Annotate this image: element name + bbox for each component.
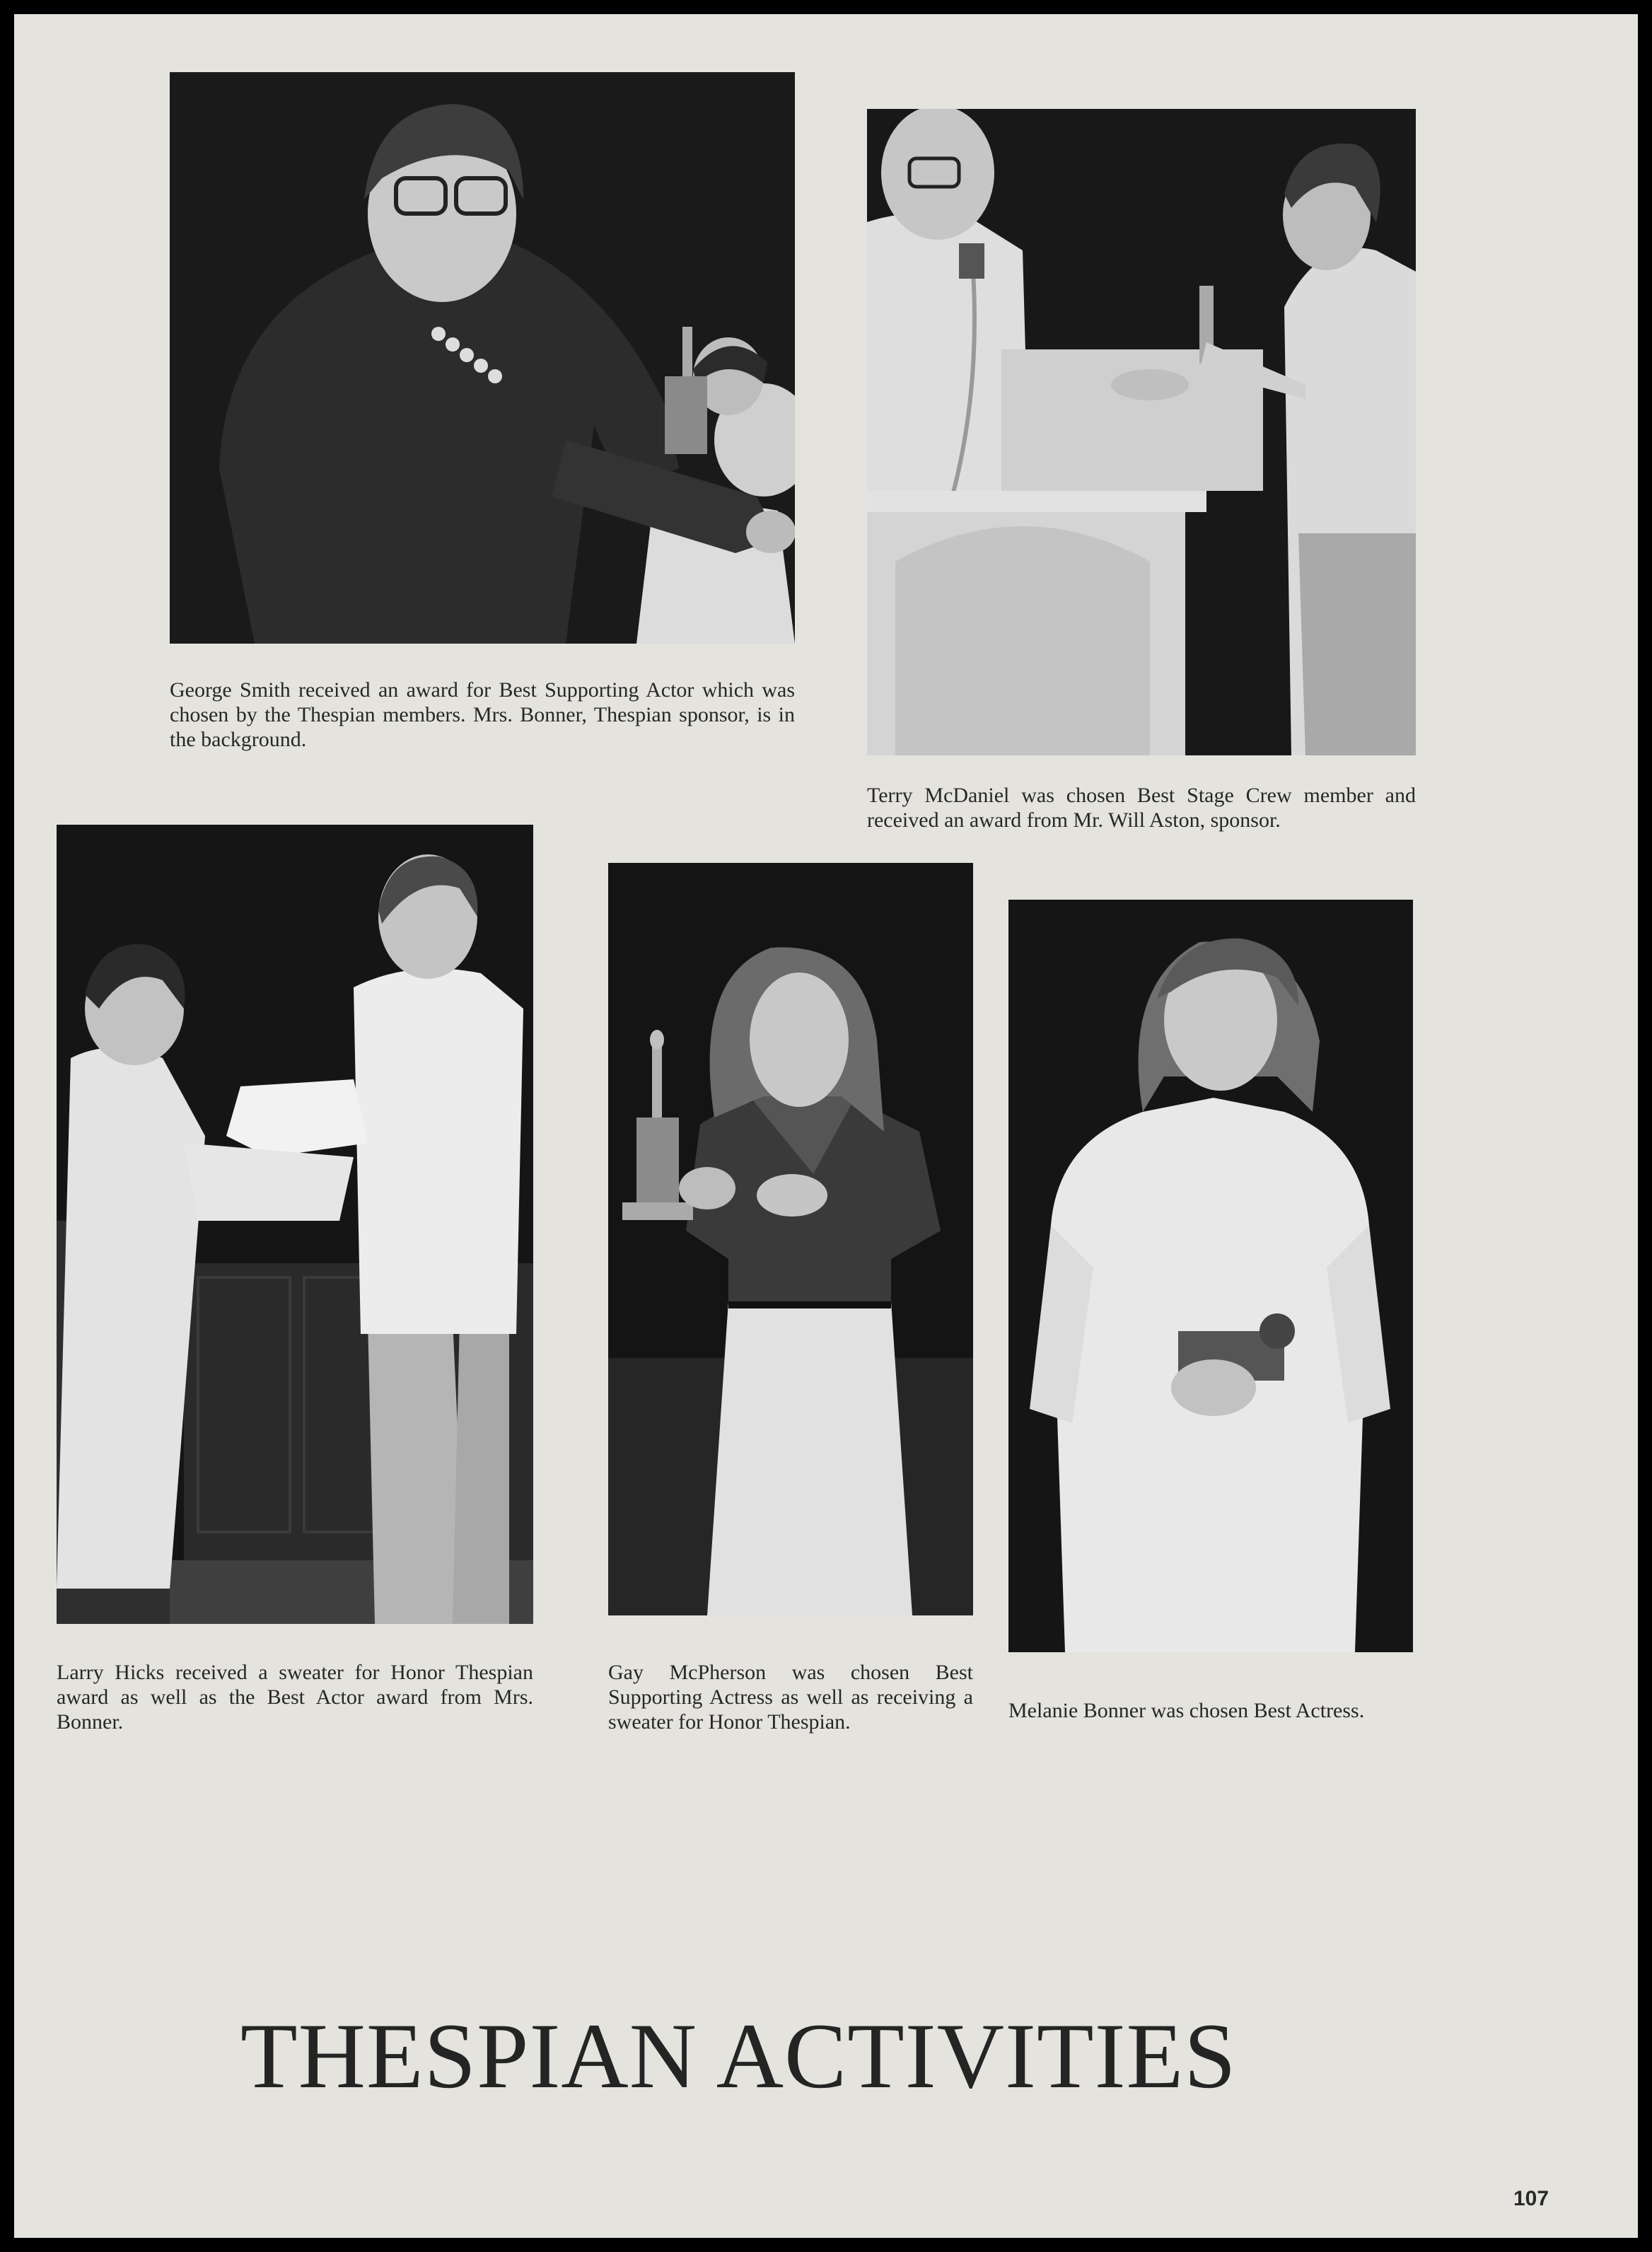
photo-larry-hicks-image — [57, 825, 533, 1624]
caption-terry-mcdaniel: Terry McDaniel was chosen Best Stage Crew member and received an award from Mr. Will Aston, sponsor. — [867, 784, 1416, 832]
photo-larry-hicks — [57, 825, 533, 1624]
photo-terry-mcdaniel — [867, 109, 1416, 755]
photo-george-smith — [170, 72, 795, 644]
caption-larry-hicks: Larry Hicks received a sweater for Honor Thespian award as well as the Best Actor award from Mrs. Bonner. — [57, 1661, 533, 1734]
photo-melanie-bonner — [1008, 900, 1413, 1652]
yearbook-page — [14, 14, 1638, 2238]
photo-terry-mcdaniel-image — [867, 109, 1416, 755]
caption-george-smith: George Smith received an award for Best Supporting Actor which was chosen by the Thespian members. Mrs. Bonner, Thespian sponsor, is in the background. — [170, 678, 795, 751]
photo-gay-mcpherson — [608, 863, 973, 1615]
photo-melanie-bonner-image — [1008, 900, 1413, 1652]
page-title: THESPIAN ACTIVITIES — [240, 2004, 1237, 2108]
page-number: 107 — [1513, 2187, 1549, 2210]
caption-gay-mcpherson: Gay McPherson was chosen Best Supporting Actress as well as receiving a sweater for Honor Thespian. — [608, 1661, 973, 1734]
photo-george-smith-image — [170, 72, 795, 644]
photo-gay-mcpherson-image — [608, 863, 973, 1615]
caption-melanie-bonner: Melanie Bonner was chosen Best Actress. — [1008, 1699, 1365, 1722]
